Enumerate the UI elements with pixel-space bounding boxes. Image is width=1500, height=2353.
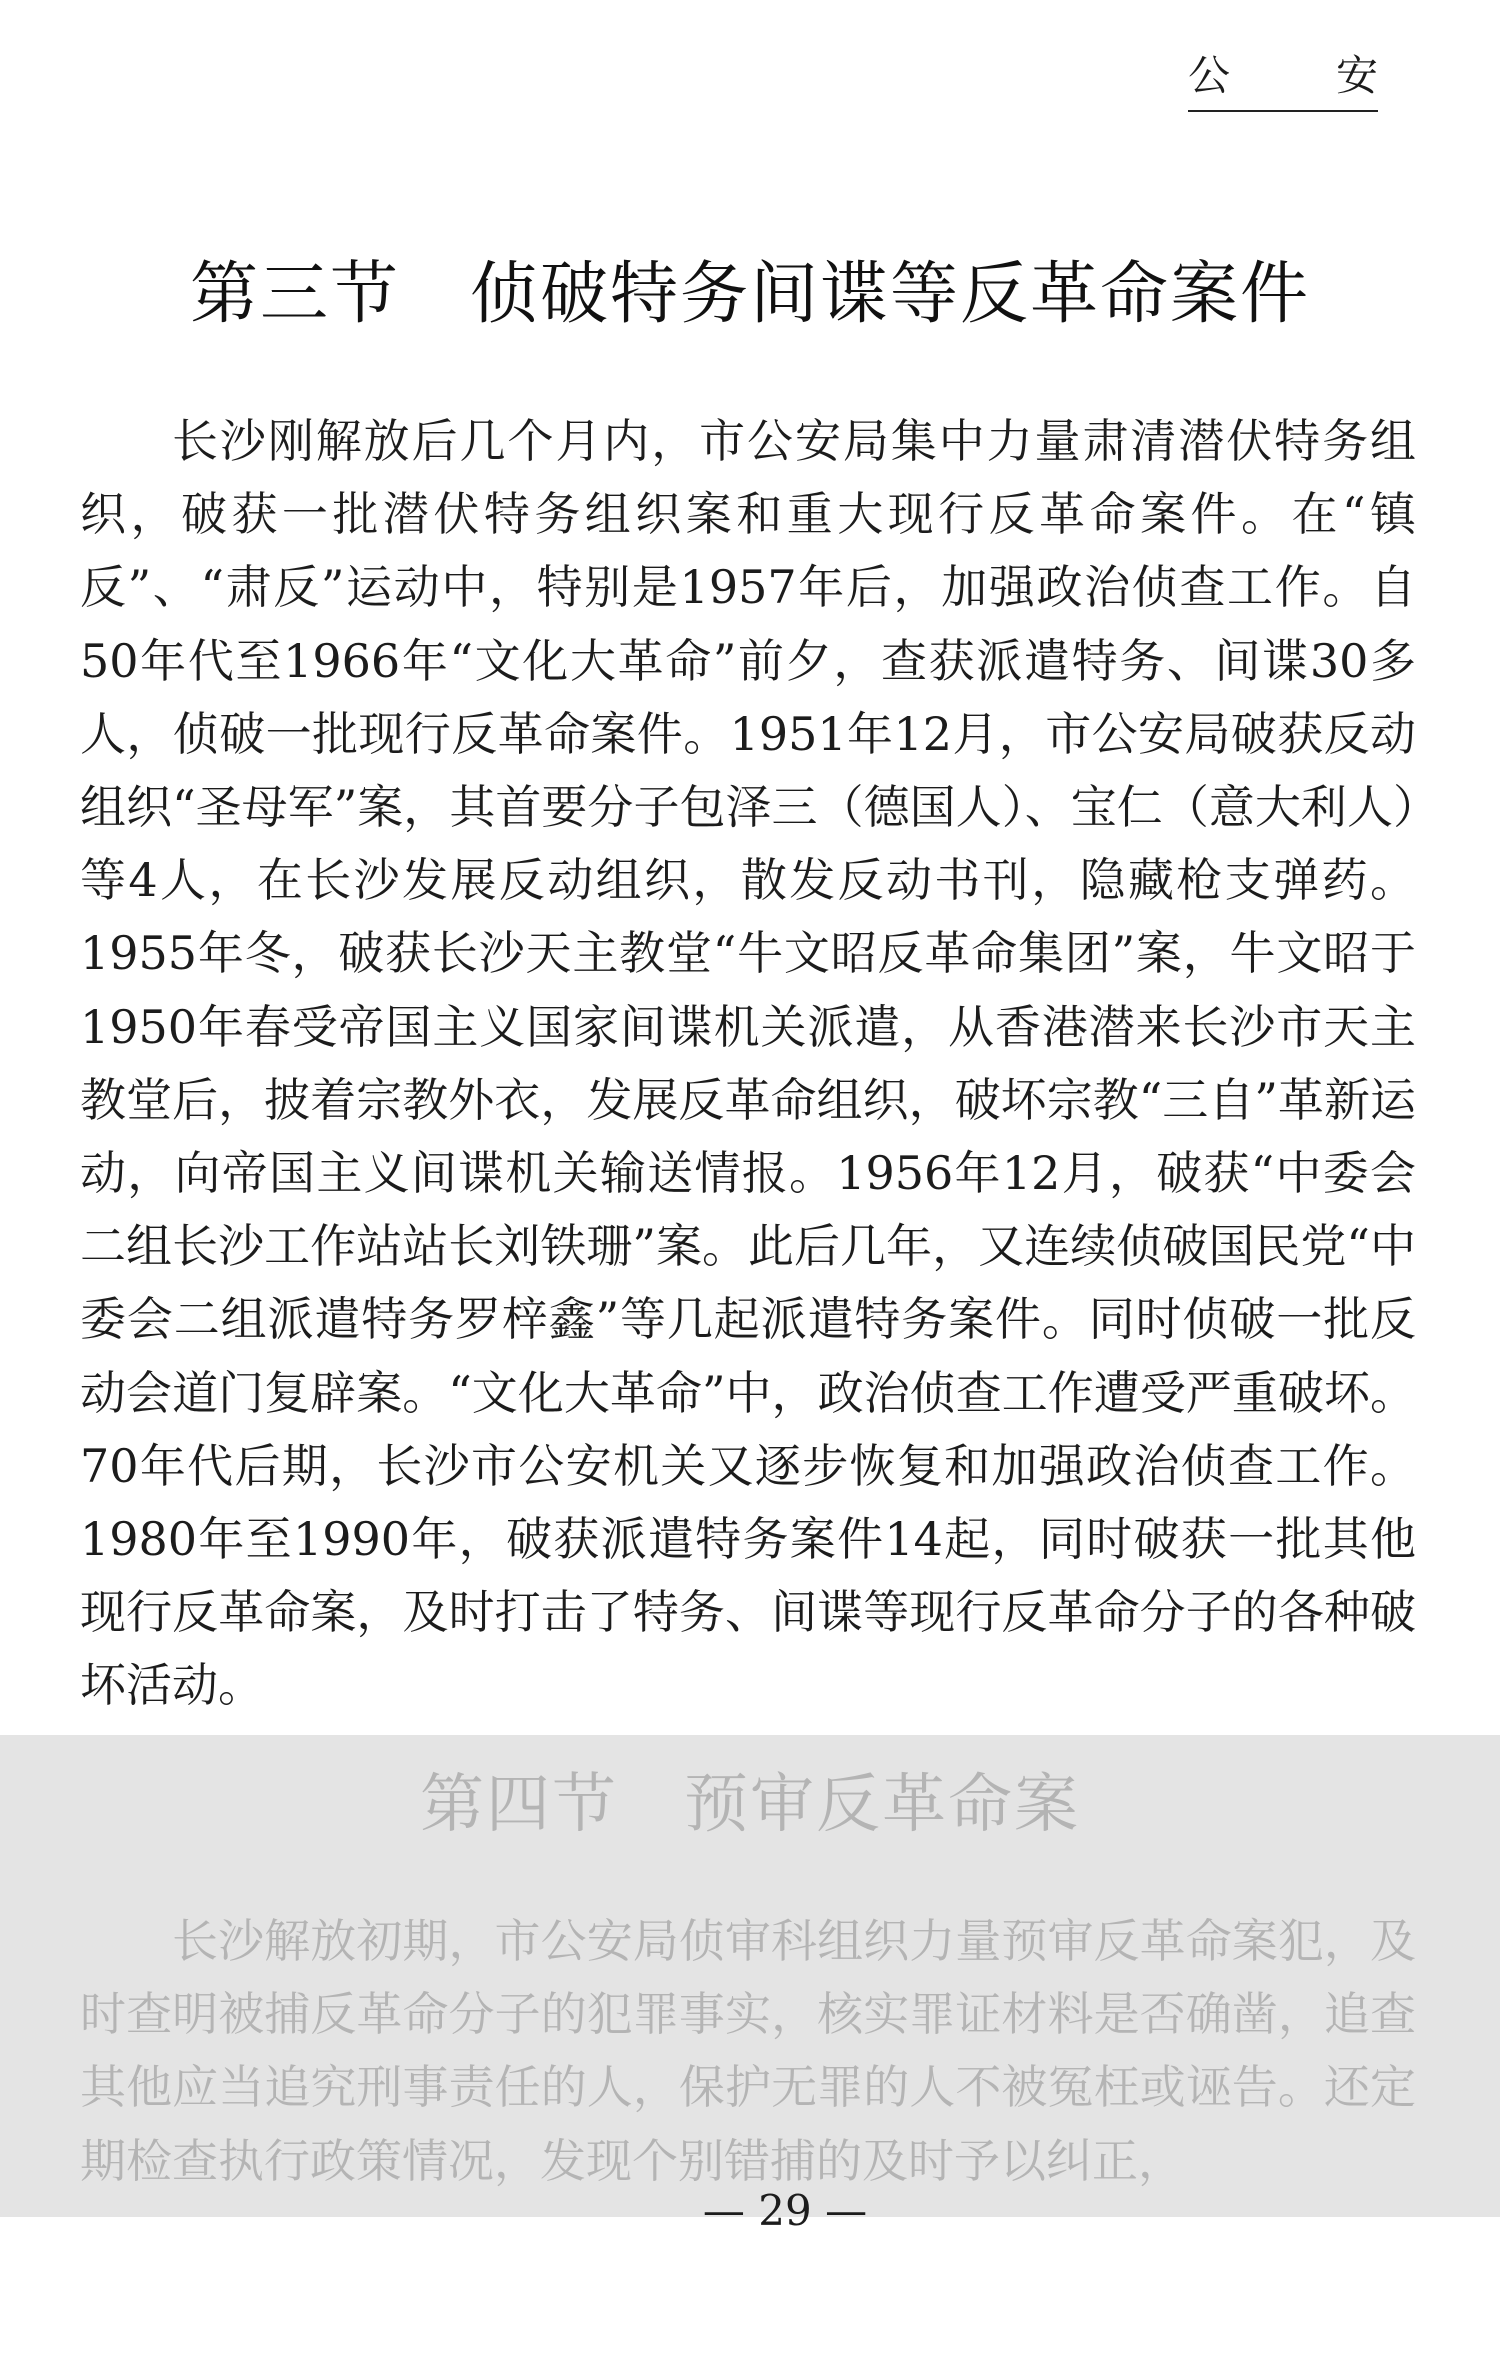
page-number-text: — 29 —: [702, 2186, 868, 2235]
section-4-paragraph: 长沙解放初期，市公安局侦审科组织力量预审反革命案犯，及时查明被捕反革命分子的犯罪事实，核实罪证材料是否确凿，追查其他应当追究刑事责任的人，保护无罪的人不被冤枉或诬告。还定期检查执行政策情况，发现个别错捕的及时予以纠正，: [80, 1914, 1416, 2188]
running-head-char-1: 公: [1188, 51, 1231, 100]
running-head-char-2: 安: [1335, 51, 1378, 100]
section-4-title: 第四节 预审反革命案: [420, 1768, 1080, 1842]
section-3-title: 第三节 侦破特务间谍等反革命案件: [189, 255, 1310, 334]
page-number: [0, 2183, 1500, 2239]
running-head: [1188, 48, 1378, 112]
section-3-paragraph: 长沙刚解放后几个月内，市公安局集中力量肃清潜伏特务组织，破获一批潜伏特务组织案和重大现行反革命案件。在“镇反”、“肃反”运动中，特别是1957年后，加强政治侦查工作。自50年代至1966年“文化大革命”前夕，查获派遣特务、间谍30多人，侦破一批现行反革命案件。1951年12月，市公安局破获反动组织“圣母军”案，其首要分子包泽三（德国人）、宝仁（意大利人）等4人，在长沙发展反动组织，散发反动书刊，隐藏枪支弹药。1955年冬，破获长沙天主教堂“牛文昭反革命集团”案，牛文昭于1950年春受帝国主义国家间谍机关派遣，从香港潜来长沙市天主教堂后，披着宗教外衣，发展反革命组织，破坏宗教“三自”革新运动，向帝国主义间谍机关输送情报。1956年12月，破获“中委会二组长沙工作站站长刘铁珊”案。此后几年，又连续侦破国民党“中委会二组派遣特务罗梓鑫”等几起派遣特务案件。同时侦破一批反动会道门复辟案。“文化大革命”中，政治侦查工作遭受严重破坏。70年代后期，长沙市公安机关又逐步恢复和加强政治侦查工作。1980年至1990年，破获派遣特务案件14起，同时破获一批其他现行反革命案，及时打击了特务、间谍等现行反革命分子的各种破坏活动。: [80, 414, 1416, 1713]
